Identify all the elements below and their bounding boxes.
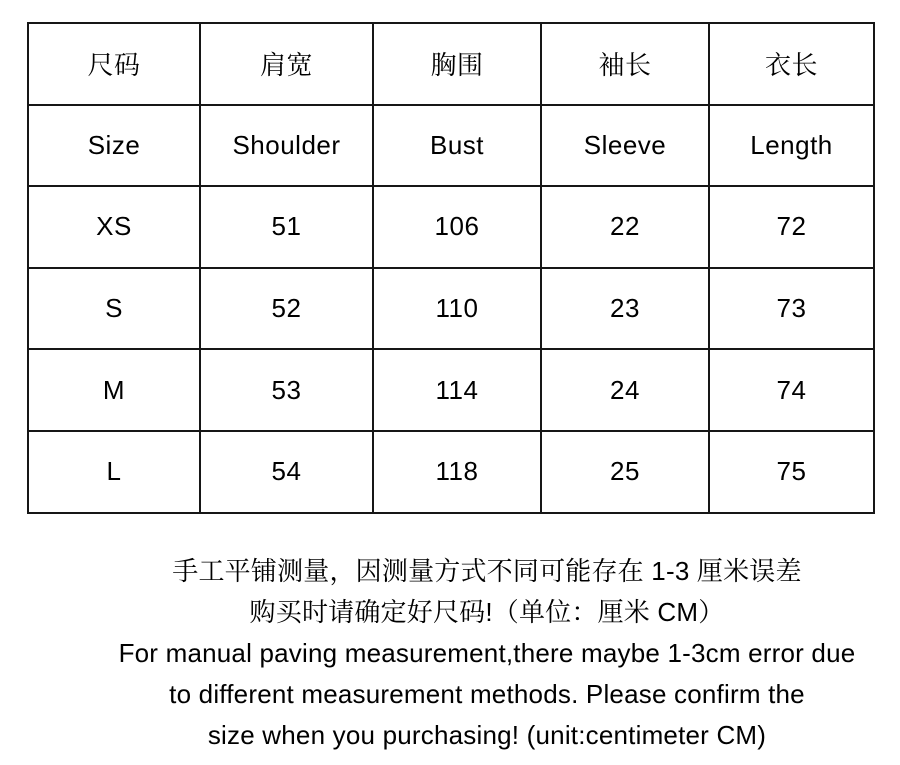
note-line-en-3: size when you purchasing! (unit:centimeter CM) [207,720,767,750]
note-line-en-1: For manual paving measurement,there maybe 1-3cm error due [118,638,856,668]
size-label-cell: XS [28,186,200,268]
length-cell: 75 [709,431,874,513]
size-label-cell: M [28,349,200,431]
col-header-en-bust: Bust [373,105,541,187]
header-row-zh [28,23,874,105]
note-line-zh-1: 手工平铺测量，因测量方式不同可能存在 1-3 厘米误差 [172,556,802,586]
shoulder-cell: 54 [200,431,373,513]
col-header-zh-size: 尺码 [28,23,200,105]
shoulder-cell: 52 [200,268,373,350]
length-cell: 74 [709,349,874,431]
col-header-en-shoulder: Shoulder [200,105,373,187]
table-row-l [28,431,874,513]
size-label-cell: S [28,268,200,350]
note-line-zh-2: 购买时请确定好尺码!（单位：厘米 CM） [249,597,725,627]
col-header-zh-length: 衣长 [709,23,874,105]
sleeve-cell: 24 [541,349,709,431]
col-header-en-sleeve: Sleeve [541,105,709,187]
table-row-s [28,268,874,350]
measurement-notes [0,551,900,756]
size-chart-table [27,22,875,514]
length-cell: 73 [709,268,874,350]
bust-cell: 118 [373,431,541,513]
sleeve-cell: 23 [541,268,709,350]
col-header-en-size: Size [28,105,200,187]
sleeve-cell: 22 [541,186,709,268]
bust-cell: 106 [373,186,541,268]
col-header-en-length: Length [709,105,874,187]
bust-cell: 110 [373,268,541,350]
col-header-zh-sleeve: 袖长 [541,23,709,105]
col-header-zh-shoulder: 肩宽 [200,23,373,105]
col-header-zh-bust: 胸围 [373,23,541,105]
table-row-m [28,349,874,431]
sleeve-cell: 25 [541,431,709,513]
length-cell: 72 [709,186,874,268]
size-label-cell: L [28,431,200,513]
header-row-en [28,105,874,187]
shoulder-cell: 51 [200,186,373,268]
note-line-en-2: to different measurement methods. Please confirm the [169,679,805,709]
bust-cell: 114 [373,349,541,431]
shoulder-cell: 53 [200,349,373,431]
table-row-xs [28,186,874,268]
